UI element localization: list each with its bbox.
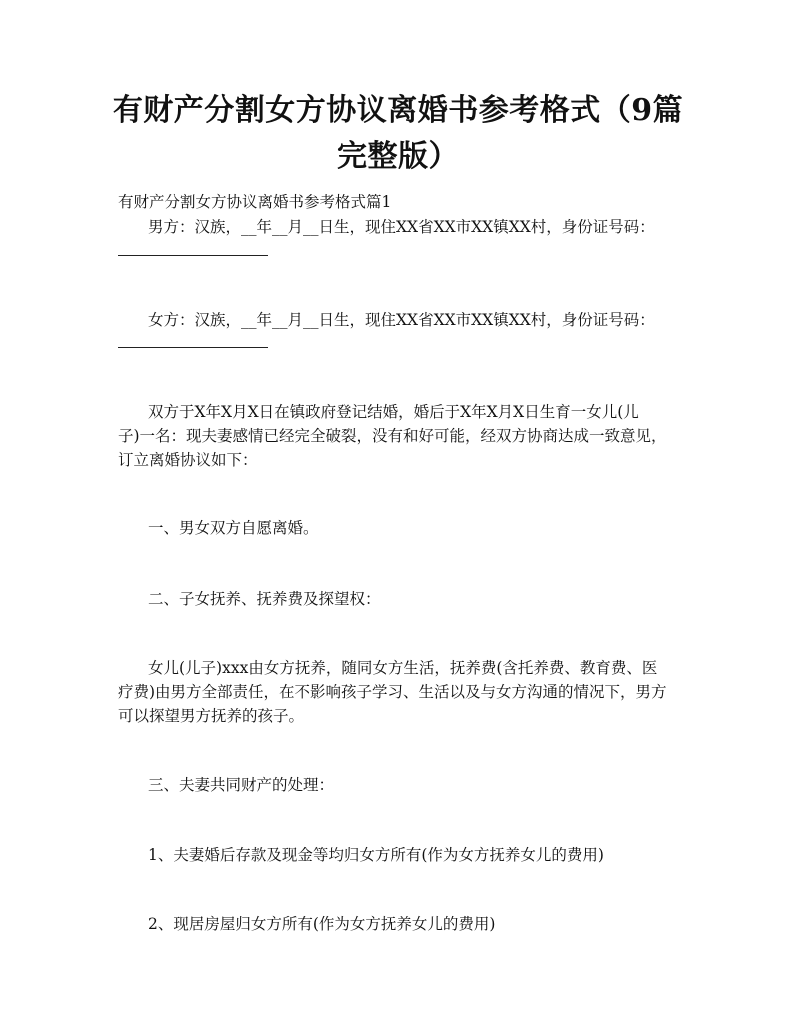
clause-1: 一、男女双方自愿离婚。 [148, 519, 319, 537]
clause-3-heading: 三、夫妻共同财产的处理： [148, 776, 335, 794]
wife-info-line: 女方：汉族，__年__月__日生，现住XX省XX市XX镇XX村，身份证号码： [148, 311, 655, 329]
intro-paragraph-line-1: 双方于X年X月X日在镇政府登记结婚，婚后于X年X月X日生育一女儿(儿 [148, 403, 639, 421]
property-item-1: 1、夫妻婚后存款及现金等均归女方所有(作为女方抚养女儿的费用) [148, 846, 604, 864]
clause-2-heading: 二、子女抚养、抚养费及探望权： [148, 590, 381, 608]
husband-id-blank [118, 255, 268, 256]
wife-id-blank [118, 347, 268, 348]
custody-paragraph-line-2: 疗费)由男方全部责任，在不影响孩子学习、生活以及与女方沟通的情况下，男方 [118, 683, 667, 701]
title-line-2: 完整版） [337, 139, 459, 174]
document-title [100, 88, 696, 180]
section-heading: 有财产分割女方协议离婚书参考格式篇1 [118, 193, 392, 211]
title-line-1: 有财产分割女方协议离婚书参考格式（9篇 [112, 93, 684, 128]
custody-paragraph-line-3: 可以探望男方抚养的孩子。 [118, 707, 305, 725]
custody-paragraph-line-1: 女儿(儿子)xxx由女方抚养，随同女方生活，抚养费(含托养费、教育费、医 [148, 659, 658, 677]
property-item-2: 2、现居房屋归女方所有(作为女方抚养女儿的费用) [148, 915, 496, 933]
intro-paragraph-line-3: 订立离婚协议如下： [118, 451, 258, 469]
intro-paragraph-line-2: 子)一名：现夫妻感情已经完全破裂，没有和好可能，经双方协商达成一致意见， [118, 427, 667, 445]
husband-info-line: 男方：汉族，__年__月__日生，现住XX省XX市XX镇XX村，身份证号码： [148, 218, 655, 236]
